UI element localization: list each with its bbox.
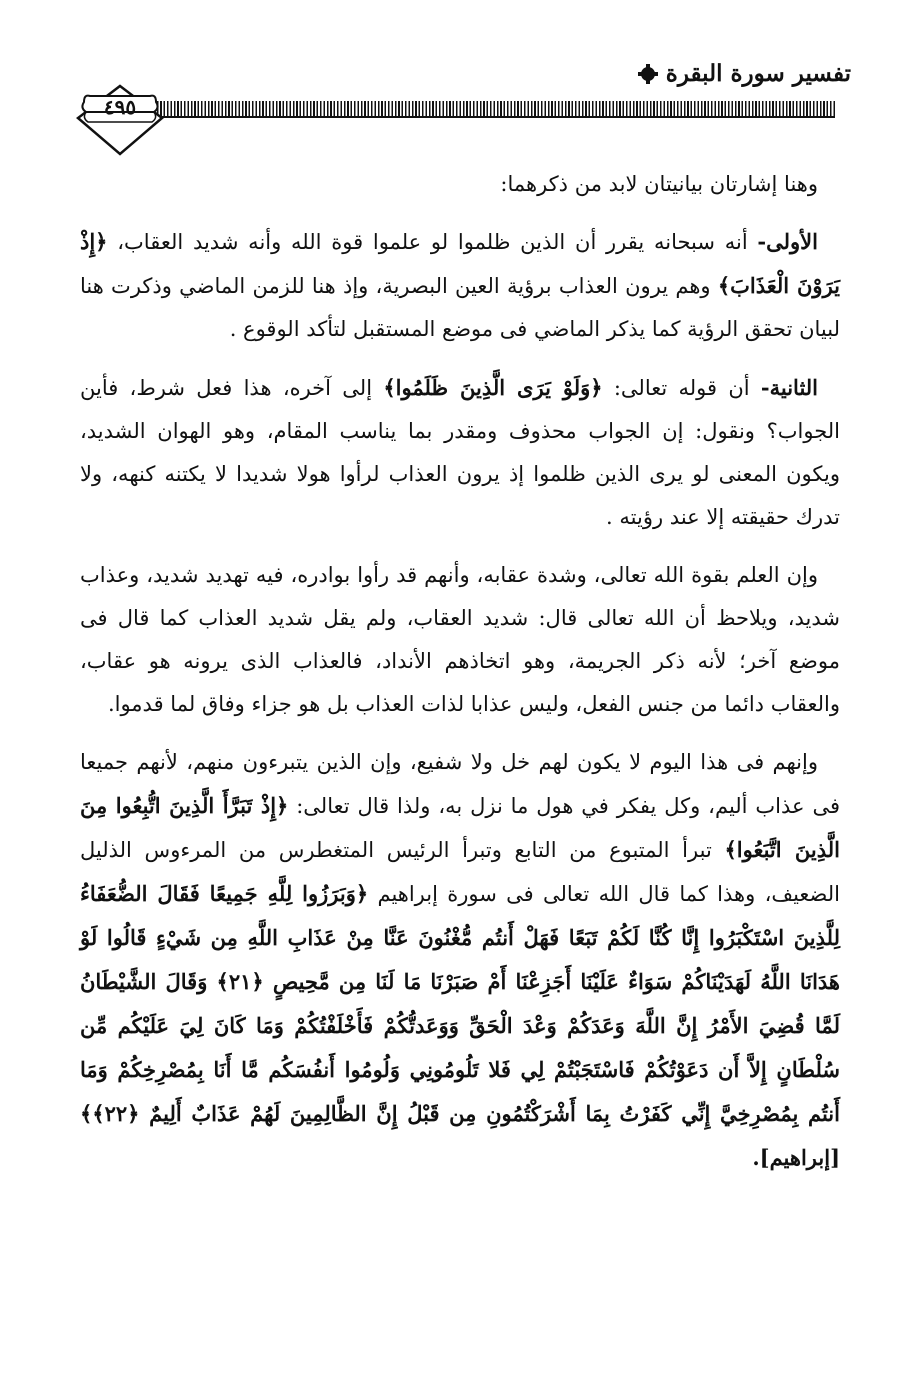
first-point-text-b: وهم يرون العذاب برؤية العين البصرية، وإذ هنا للزمن الماضي وذكرت هنا لبيان تحقق الرؤية كما يذكر الماضي فى موضع المستقبل لتأكد الوقوع .	[80, 274, 840, 341]
second-point-text-b: إلى آخره، هذا فعل شرط، فأين الجواب؟ ونقول: إن الجواب محذوف ومقدر بما يناسب المقام، وهو الهوان الشديد، ويكون المعنى لو يرى الذين ظلموا إذ يرون العذاب لرأوا هولا شديدا لا يكتنه كنهه، ولا تدرك حقيقته إلا عند رؤيته .	[80, 376, 840, 529]
header-rule-line	[150, 116, 835, 118]
header-rule	[150, 101, 835, 117]
paragraph-first-point	[80, 220, 840, 351]
quran-quote-first: ﴿إِذْ يَرَوْنَ الْعَذَابَ﴾	[80, 229, 841, 298]
quran-quote-ibrahim: ﴿وَبَرَزُوا لِلَّهِ جَمِيعًا فَقَالَ الضُّعَفَاءُ لِلَّذِينَ اسْتَكْبَرُوا إِنَّا كُنَّا لَكُمْ تَبَعًا فَهَلْ أَنتُم مُّغْنُونَ عَنَّا مِنْ عَذَابِ اللَّهِ مِن شَيْءٍ قَالُوا لَوْ هَدَانَا اللَّهُ لَهَدَيْنَاكُمْ سَوَاءٌ عَلَيْنَا أَجَزِعْنَا أَمْ صَبَرْنَا مَا لَنَا مِن مَّحِيصٍ ﴿٢١﴾ وَقَالَ الشَّيْطَانُ لَمَّا قُضِيَ الأَمْرُ إِنَّ اللَّهَ وَعَدَكُمْ وَعْدَ الْحَقِّ وَوَعَدتُّكُمْ فَأَخْلَفْتُكُمْ وَمَا كَانَ لِيَ عَلَيْكُم مِّن سُلْطَانٍ إِلاَّ أَن دَعَوْتُكُمْ فَاسْتَجَبْتُمْ لِي فَلا تَلُومُونِي وَلُومُوا أَنفُسَكُم مَّا أَنَا بِمُصْرِخِكُمْ وَمَا أَنتُم بِمُصْرِخِيَّ إِنِّي كَفَرْتُ بِمَا أَشْرَكْتُمُونِ مِن قَبْلُ إِنَّ الظَّالِمِينَ لَهُمْ عَذَابٌ أَلِيمٌ ﴿٢٢﴾﴾	[80, 881, 841, 1126]
surah-citation: [إبراهيم].	[752, 1145, 840, 1170]
running-title: تفسير سورة البقرة	[665, 60, 851, 87]
running-header	[638, 60, 851, 87]
page-number: ٤٩٥	[103, 95, 137, 119]
page-number-badge	[70, 80, 170, 160]
intro-paragraph	[80, 163, 840, 206]
quran-quote-disavowal: ﴿إِذْ تَبَرَّأَ الَّذِينَ اتُّبِعُوا مِنَ الَّذِينَ اتَّبَعُوا﴾	[80, 793, 840, 862]
first-point-text-a: أنه سبحانه يقرر أن الذين ظلموا لو علموا قوة الله وأنه شديد العقاب،	[107, 230, 758, 254]
second-point-label: الثانية-	[760, 375, 819, 400]
paragraph-second-point	[80, 366, 840, 539]
disavowal-text-b: تبرأ المتبوع من التابع وتبرأ الرئيس المتغطرس من المرءوس الذليل الضعيف، وهذا كما قال الله تعالى فى سورة إبراهيم	[80, 838, 840, 906]
ornament-icon	[638, 64, 658, 84]
paragraph-disavowal	[80, 741, 840, 1180]
disavowal-text-a: وإنهم فى هذا اليوم لا يكون لهم خل ولا شفيع، وإن الذين يتبرءون منهم، لأنهم جميعا فى عذاب أليم، وكل يفكر في هول ما نزل به، ولذا قال تعالى:	[80, 750, 840, 818]
quran-quote-second: ﴿وَلَوْ يَرَى الَّذِينَ ظَلَمُوا﴾	[383, 375, 603, 400]
intro-text: وهنا إشارتان بيانيتان لابد من ذكرهما:	[500, 172, 818, 196]
body-text	[80, 163, 840, 1195]
paragraph-knowledge	[80, 554, 840, 726]
knowledge-text: وإن العلم بقوة الله تعالى، وشدة عقابه، وأنهم قد رأوا بوادره، فيه تهديد شديد، وعذاب شديد، ويلاحظ أن الله تعالى قال: شديد العقاب، ولم يقل شديد العذاب كما قال فى موضع آخر؛ لأنه ذكر الجريمة، وهو اتخاذهم الأنداد، فالعذاب الذى يرونه هو عقاب، والعقاب دائما من جنس الفعل، وليس عذابا لذات العذاب بل هو جزاء وفاق لما قدموا.	[80, 563, 840, 716]
first-point-label: الأولى-	[757, 229, 818, 254]
second-point-text-a: أن قوله تعالى:	[602, 376, 761, 400]
